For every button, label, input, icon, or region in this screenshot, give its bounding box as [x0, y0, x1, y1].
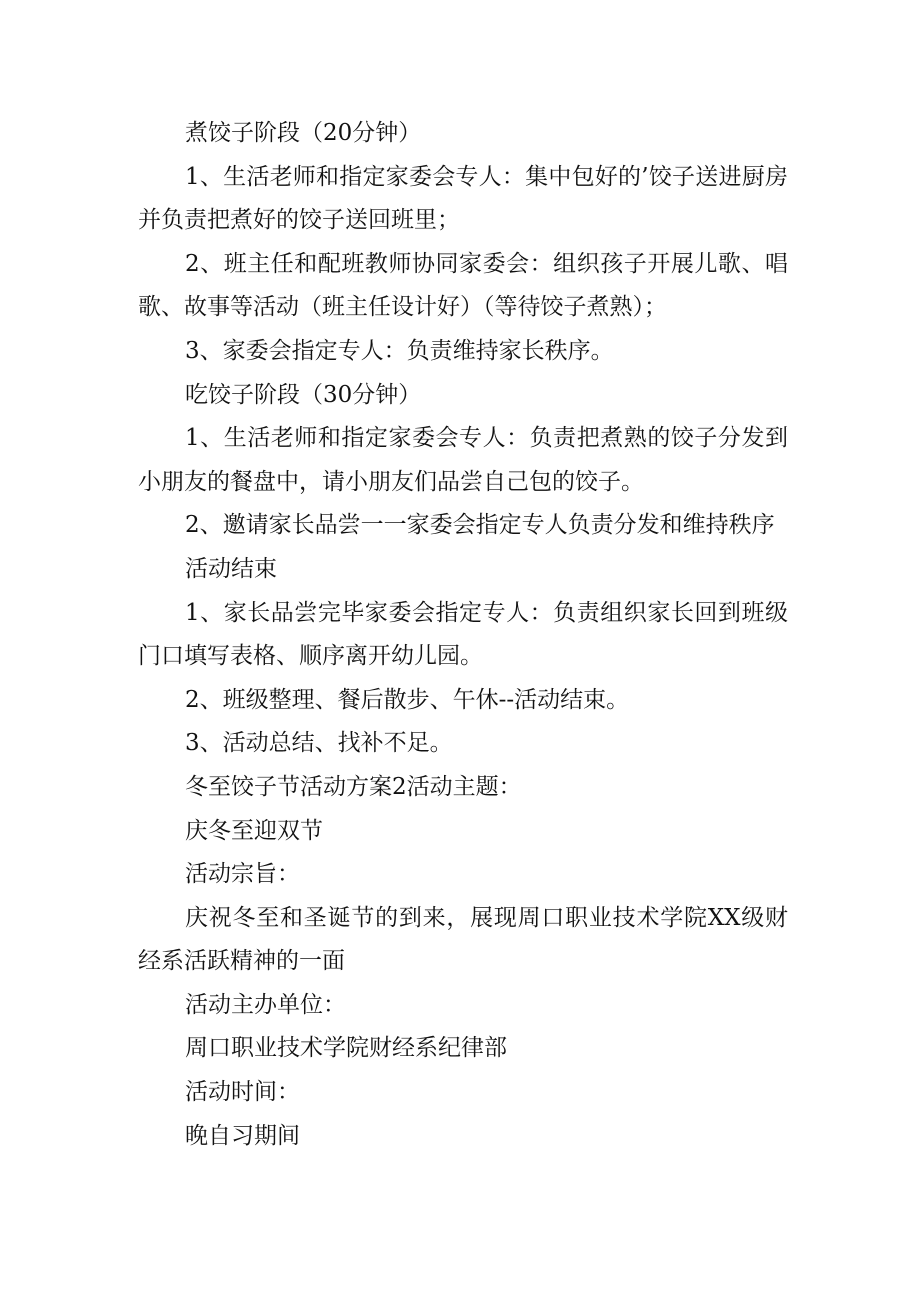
paragraph: 3、活动总结、找补不足。	[185, 730, 453, 757]
paragraph: 庆祝冬至和圣诞节的到来，展现周口职业技术学院XX级财经系活跃精神的一面	[138, 904, 788, 975]
paragraph: 3、家委会指定专人：负责维持家长秩序。	[185, 337, 614, 364]
paragraph: 1、生活老师和指定家委会专人：集中包好的’饺子送进厨房并负责把煮好的饺子送回班里；	[138, 163, 788, 234]
field-label: 活动时间：	[185, 1079, 300, 1106]
section-heading-end: 活动结束	[185, 555, 277, 582]
paragraph: 2、班级整理、餐后散步、午休--活动结束。	[185, 686, 630, 713]
paragraph: 周口职业技术学院财经系纪律部	[185, 1035, 507, 1062]
section-heading-eat: 吃饺子阶段（30分钟）	[185, 381, 422, 408]
paragraph: 2、班主任和配班教师协同家委会：组织孩子开展儿歌、唱歌、故事等活动（班主任设计好）（等待饺子煮熟）；	[138, 250, 788, 321]
field-label: 活动宗旨：	[185, 861, 300, 888]
field-label: 活动主办单位：	[185, 991, 346, 1018]
document-body	[138, 112, 788, 1158]
paragraph: 2、邀请家长品尝一一家委会指定专人负责分发和维持秩序	[185, 512, 775, 539]
paragraph: 晚自习期间	[185, 1122, 300, 1149]
paragraph: 1、家长品尝完毕家委会指定专人：负责组织家长回到班级门口填写表格、顺序离开幼儿园。	[138, 599, 788, 670]
paragraph: 1、生活老师和指定家委会专人：负责把煮熟的饺子分发到小朋友的餐盘中，请小朋友们品尝自己包的饺子。	[138, 425, 788, 495]
paragraph: 庆冬至迎双节	[185, 817, 323, 844]
plan-2-title: 冬至饺子节活动方案2活动主题：	[185, 773, 522, 800]
section-heading-boil: 煮饺子阶段（20分钟）	[185, 120, 422, 146]
